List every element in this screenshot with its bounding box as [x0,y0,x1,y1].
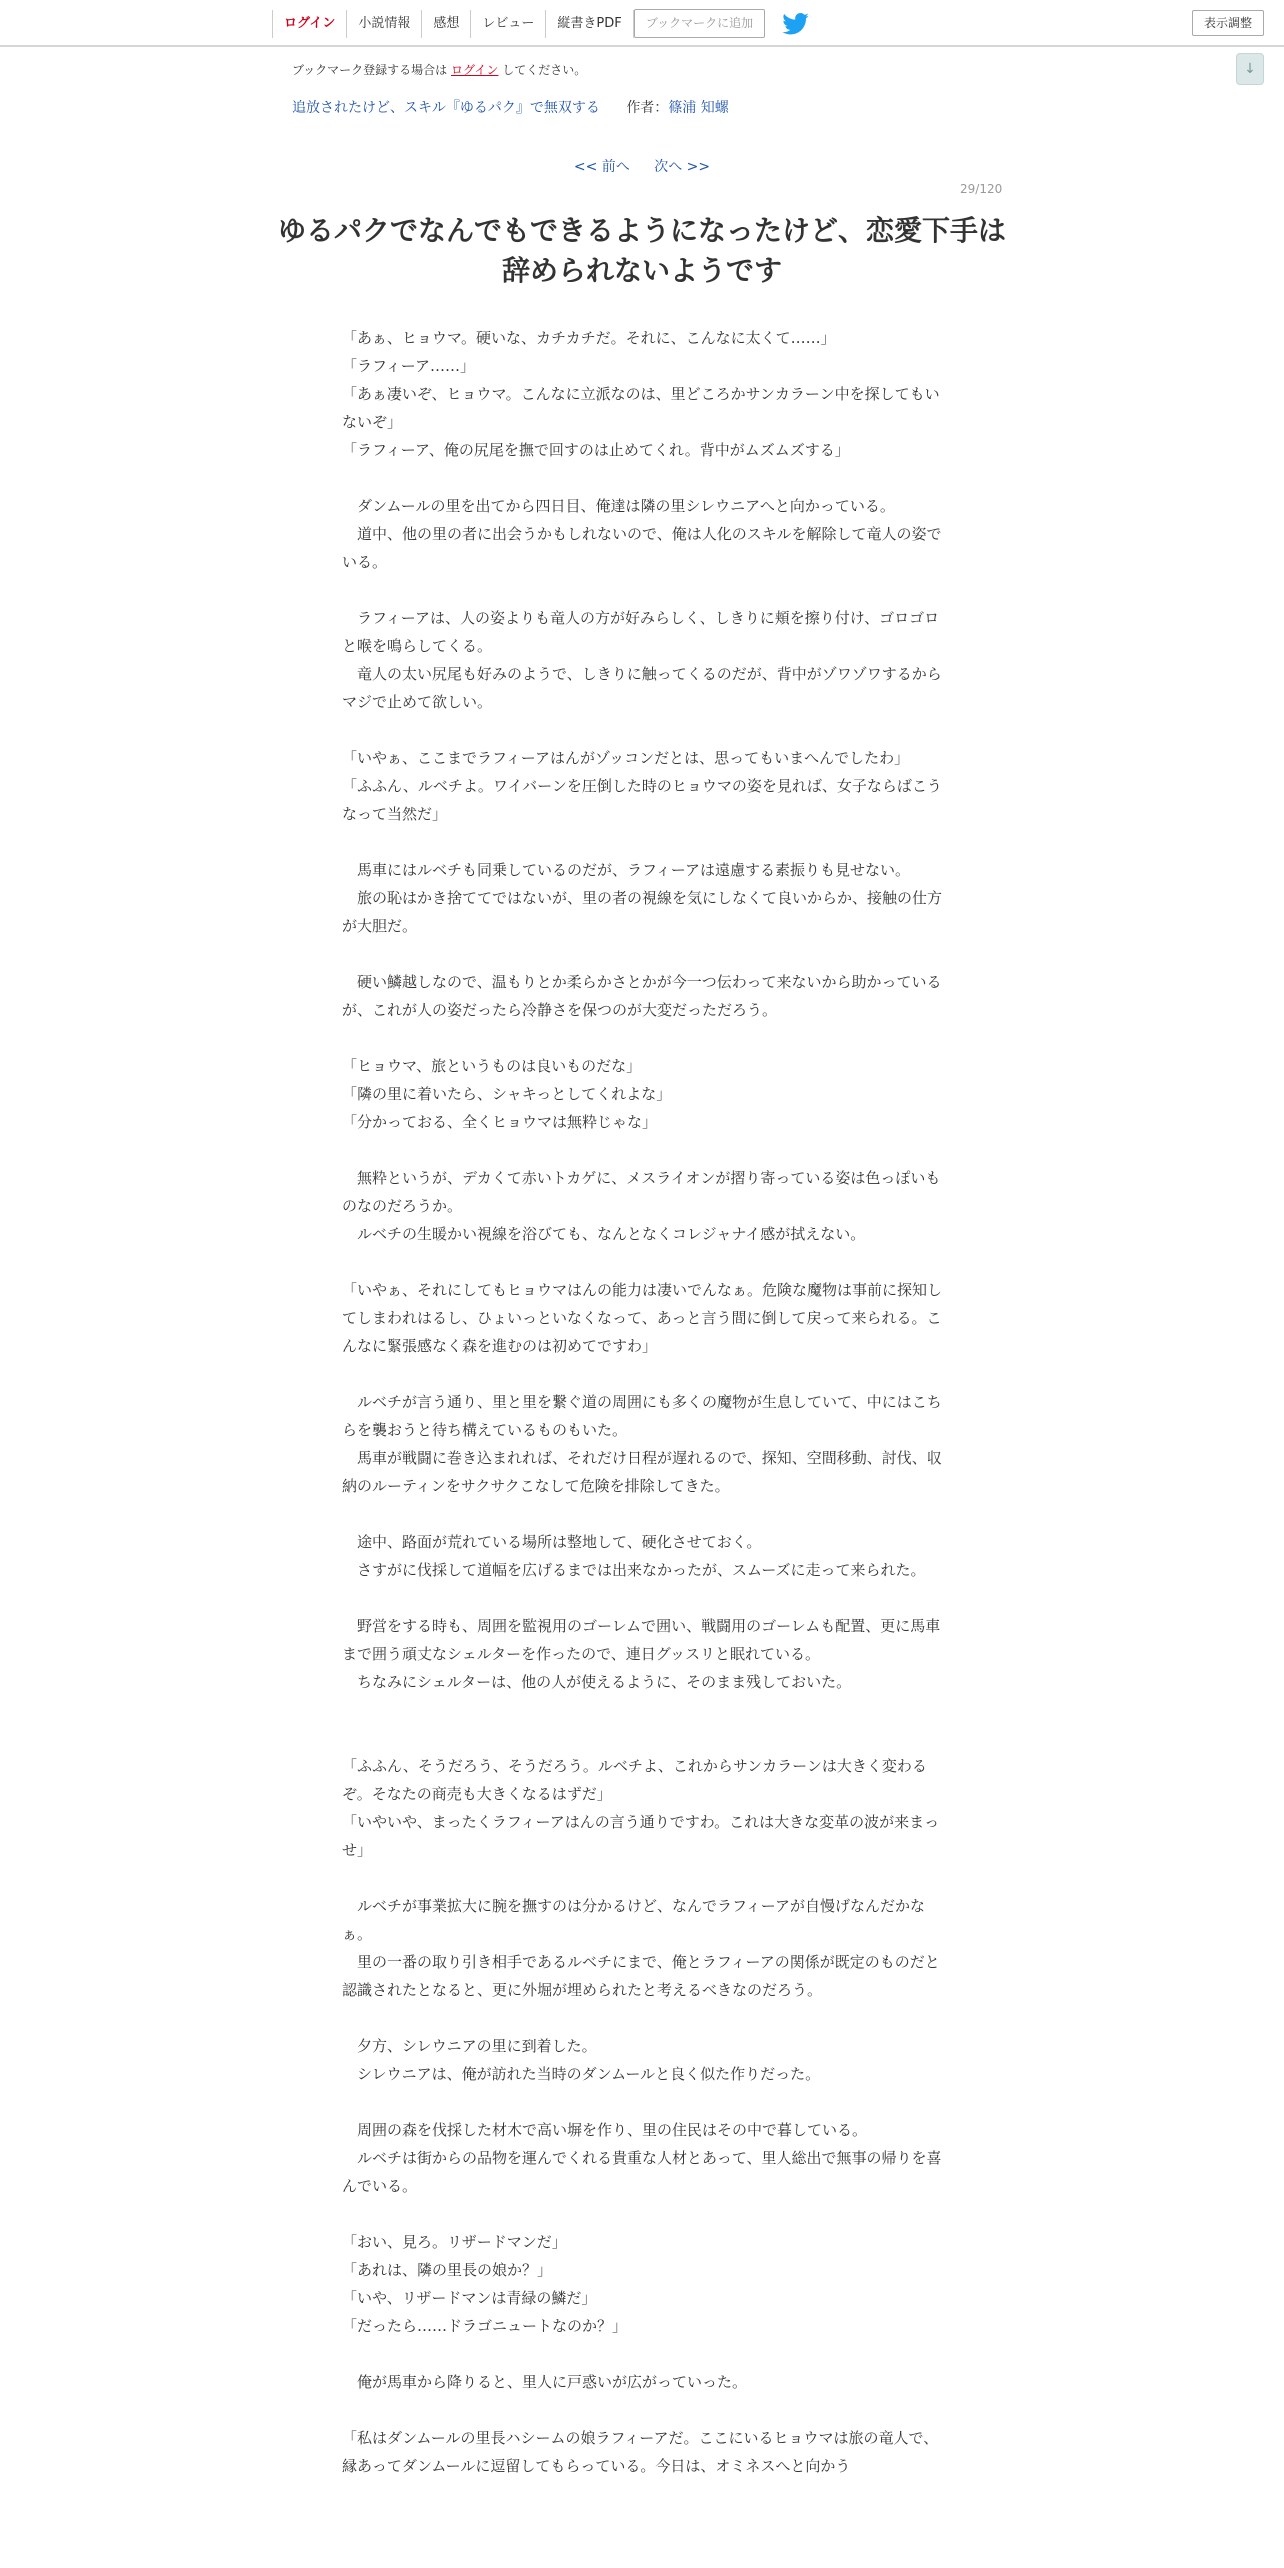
author-label: 作者： [626,100,669,116]
body-blank-line [342,576,942,604]
body-paragraph: ルベチは街からの品物を運んでくれる貴重な人材とあって、里人総出で無事の帰りを喜んでいる。 [342,2149,942,2195]
body-paragraph: 「ラフィーア、俺の尻尾を撫で回すのは止めてくれ。背中がムズムズする」 [342,441,850,459]
body-blank-line [342,2340,942,2368]
chapter-title-line2: 辞められないようです [501,254,782,287]
body-paragraph: 「ヒョウマ、旅というものは良いものだな」 [342,1057,642,1075]
chapter-body [342,324,942,2480]
bookmark-note-login-link[interactable]: ログイン [451,63,499,77]
body-paragraph: 途中、路面が荒れている場所は整地して、硬化させておく。 [342,1533,762,1551]
body-blank-line [342,1136,942,1164]
body-paragraph: ルベチが言う通り、里と里を繋ぐ道の周囲にも多くの魔物が生息していて、中にはこちらを襲おうと待ち構えているものもいた。 [342,1393,942,1439]
nav-vertical-pdf[interactable]: 縦書きPDF [545,10,633,38]
bookmark-login-note [292,61,586,78]
body-paragraph: ダンムールの里を出てから四日目、俺達は隣の里シレウニアへと向かっている。 [342,497,895,515]
novel-title-link[interactable]: 追放されたけど、スキル『ゆるパク』で無双する [292,100,600,116]
twitter-icon[interactable] [782,13,809,35]
add-bookmark-button[interactable]: ブックマークに追加 [634,9,765,38]
body-paragraph: ちなみにシェルターは、他の人が使えるように、そのまま残しておいた。 [342,1673,852,1691]
body-paragraph: 夕方、シレウニアの里に到着した。 [342,2037,597,2055]
body-paragraph: 「いやぁ、それにしてもヒョウマはんの能力は凄いでんなぁ。危険な魔物は事前に探知してしまわれはるし、ひょいっといなくなって、あっと言う間に倒して戻って来られる。こんなに緊張感なく森を進むのは初めてですわ」 [342,1281,943,1355]
body-blank-line [342,1864,942,1892]
bookmark-note-after: してください。 [502,63,587,77]
body-paragraph: 「いやぁ、ここまでラフィーアはんがゾッコンだとは、思ってもいまへんでしたわ」 [342,749,910,767]
body-blank-line [342,1696,942,1724]
body-paragraph: 「あれは、隣の里長の娘か？」 [342,2261,553,2279]
chapter-title [272,211,1012,291]
body-blank-line [342,716,942,744]
body-paragraph: 「私はダンムールの里長ハシームの娘ラフィーアだ。ここにいるヒョウマは旅の竜人で、縁あってダンムールに逗留してもらっている。今日は、オミネスへと向かう [342,2429,939,2475]
body-blank-line [342,940,942,968]
display-settings-button[interactable]: 表示調整 [1192,10,1264,36]
nav-novel-info[interactable]: 小説情報 [346,10,421,38]
body-paragraph: 「あぁ、ヒョウマ。硬いな、カチカチだ。それに、こんなに太くて……」 [342,329,836,347]
body-paragraph: 「いやいや、まったくラフィーアはんの言う通りですわ。これは大きな変革の波が来まっせ」 [342,1813,940,1859]
body-paragraph: シレウニアは、俺が訪れた当時のダンムールと良く似た作りだった。 [342,2065,821,2083]
nav-review[interactable]: レビュー [470,10,545,38]
scroll-down-button[interactable]: ↓ [1236,53,1264,85]
body-blank-line [342,1360,942,1388]
chapter-title-line1: ゆるパクでなんでもできるようになったけど、恋愛下手は [277,214,1006,247]
chapter-pager [0,156,1284,176]
body-paragraph: 馬車が戦闘に巻き込まれれば、それだけ日程が遅れるので、探知、空間移動、討伐、収納のルーティンをサクサクこなして危険を排除してきた。 [342,1449,942,1495]
body-paragraph: 周囲の森を伐採した材木で高い塀を作り、里の住民はその中で暮している。 [342,2121,868,2139]
author-link[interactable]: 篠浦 知螺 [668,100,729,116]
body-paragraph: 「隣の里に着いたら、シャキっとしてくれよな」 [342,1085,672,1103]
body-blank-line [342,828,942,856]
body-paragraph: 「ラフィーア……」 [342,357,476,375]
novel-info-line [292,97,729,117]
body-blank-line [342,1248,942,1276]
body-paragraph: 旅の恥はかき捨ててではないが、里の者の視線を気にしなくて良いからか、接触の仕方が大胆だ。 [342,889,943,935]
body-paragraph: 竜人の太い尻尾も好みのようで、しきりに触ってくるのだが、背中がゾワゾワするからマジで止めて欲しい。 [342,665,942,711]
body-blank-line [342,1724,942,1752]
body-blank-line [342,2004,942,2032]
body-blank-line [342,2088,942,2116]
nav-impressions[interactable]: 感想 [421,10,470,38]
site-header [0,0,1284,47]
body-paragraph: 「いや、リザードマンは青緑の鱗だ」 [342,2289,597,2307]
body-paragraph: ルベチの生暖かい視線を浴びても、なんとなくコレジャナイ感が拭えない。 [342,1225,866,1243]
body-paragraph: 道中、他の里の者に出会うかもしれないので、俺は人化のスキルを解除して竜人の姿でいる。 [342,525,942,571]
body-blank-line [342,464,942,492]
body-paragraph: 野営をする時も、周囲を監視用のゴーレムで囲い、戦闘用のゴーレムも配置、更に馬車まで囲う頑丈なシェルターを作ったので、連日グッスリと眠れている。 [342,1617,941,1663]
body-blank-line [342,2200,942,2228]
body-blank-line [342,1500,942,1528]
body-paragraph: 「だったら……ドラゴニュートなのか？」 [342,2317,628,2335]
body-paragraph: 「おい、見ろ。リザードマンだ」 [342,2233,567,2251]
header-nav [272,0,634,47]
body-blank-line [342,1584,942,1612]
next-chapter-link[interactable]: 次へ >> [654,159,711,175]
body-blank-line [342,2396,942,2424]
body-paragraph: ラフィーアは、人の姿よりも竜人の方が好みらしく、しきりに頬を擦り付け、ゴロゴロと喉を鳴らしてくる。 [342,609,940,655]
body-paragraph: 無粋というが、デカくて赤いトカゲに、メスライオンが摺り寄っている姿は色っぽいものなのだろうか。 [342,1169,941,1215]
body-paragraph: 「ふふん、そうだろう、そうだろう。ルベチよ、これからサンカラーンは大きく変わるぞ。そなたの商売も大きくなるはずだ」 [342,1757,927,1803]
body-paragraph: 俺が馬車から降りると、里人に戸惑いが広がっていった。 [342,2373,748,2391]
body-paragraph: 「ふふん、ルベチよ。ワイバーンを圧倒した時のヒョウマの姿を見れば、女子ならばこうなって当然だ」 [342,777,942,823]
nav-login[interactable]: ログイン [272,10,346,38]
body-paragraph: 「分かっておる、全くヒョウマは無粋じゃな」 [342,1113,658,1131]
body-paragraph: 里の一番の取り引き相手であるルベチにまで、俺とラフィーアの関係が既定のものだと認識されたとなると、更に外堀が埋められたと考えるべきなのだろう。 [342,1953,940,1999]
body-blank-line [342,1024,942,1052]
body-paragraph: ルベチが事業拡大に腕を撫すのは分かるけど、なんでラフィーアが自慢げなんだかなぁ。 [342,1897,926,1943]
chapter-count: 29/120 [960,182,1003,196]
body-paragraph: さすがに伐採して道幅を広げるまでは出来なかったが、スムーズに走って来られた。 [342,1561,926,1579]
prev-chapter-link[interactable]: << 前へ [573,159,630,175]
body-paragraph: 「あぁ凄いぞ、ヒョウマ。こんなに立派なのは、里どころかサンカラーン中を探してもいないぞ」 [342,385,940,431]
bookmark-note-before: ブックマーク登録する場合は [292,63,448,77]
body-paragraph: 馬車にはルベチも同乗しているのだが、ラフィーアは遠慮する素振りも見せない。 [342,861,911,879]
body-paragraph: 硬い鱗越しなので、温もりとか柔らかさとかが今一つ伝わって来ないから助かっているが、これが人の姿だったら冷静さを保つのが大変だっただろう。 [342,973,942,1019]
